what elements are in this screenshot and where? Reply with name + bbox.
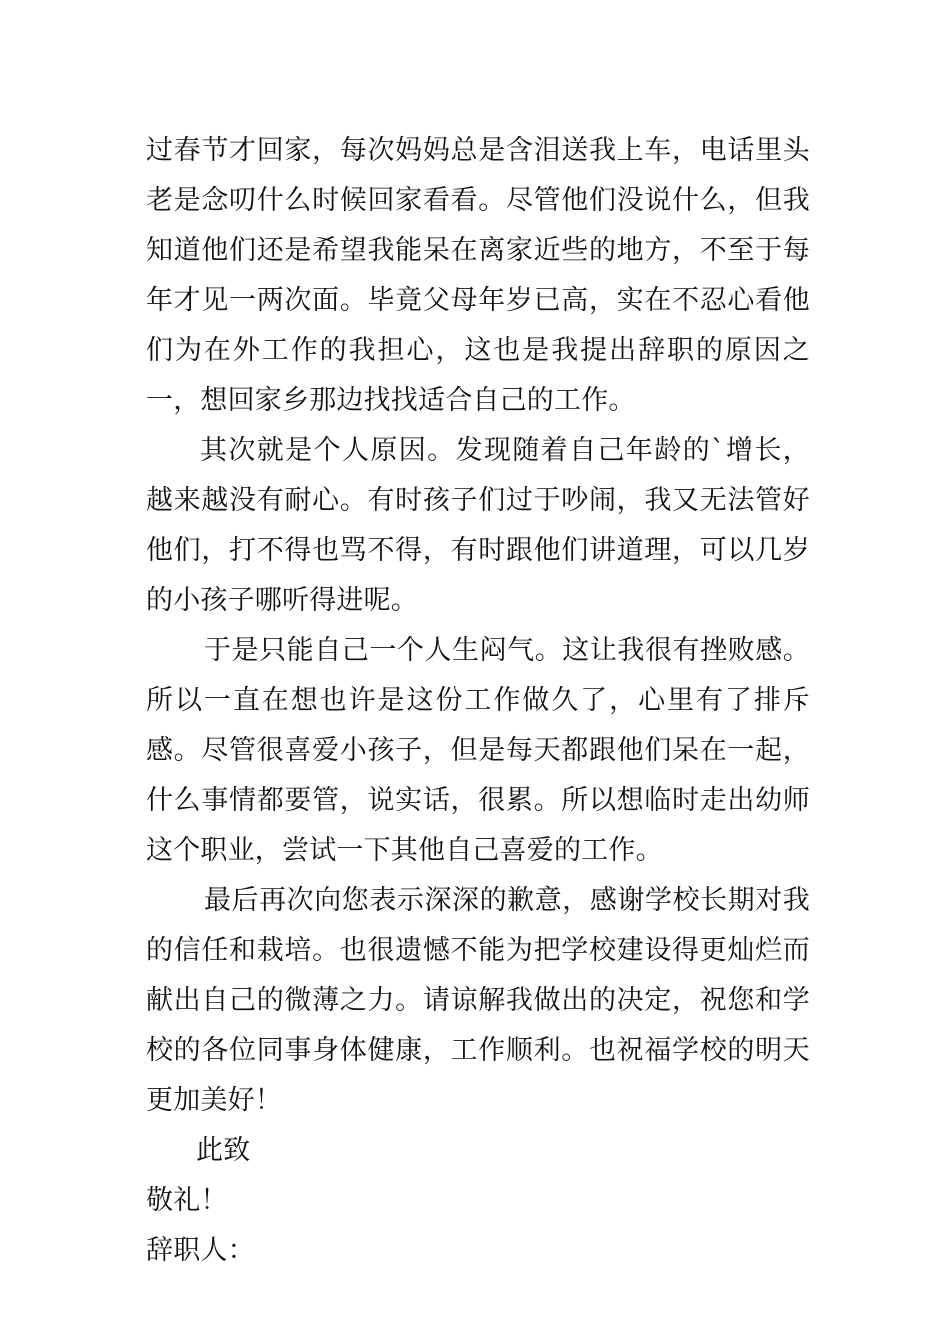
signature-label: 辞职人： [146, 1235, 255, 1266]
closing-text: 此致 [196, 1135, 251, 1166]
letter-body [146, 126, 810, 1276]
paragraph-frustration: 于是只能自己一个人生闷气。这让我很有挫败感。所以一直在想也许是这份工作做久了，心里有了排斥感。尽管很喜爱小孩子，但是每天都跟他们呆在一起，什么事情都要管，说实话，很累。所以想临时走出幼师这个职业，尝试一下其他自己喜爱的工作。 [146, 635, 810, 866]
salute-text: 敬礼！ [146, 1185, 228, 1216]
paragraph-apology: 最后再次向您表示深深的歉意，感谢学校长期对我的信任和栽培。也很遗憾不能为把学校建设得更灿烂而献出自己的微薄之力。请谅解我做出的决定，祝您和学校的各位同事身体健康，工作顺利。也祝福学校的明天更加美好！ [146, 885, 810, 1116]
paragraph-personal-reason: 其次就是个人原因。发现随着自己年龄的`增长，越来越没有耐心。有时孩子们过于吵闹，我又无法管好他们，打不得也骂不得，有时跟他们讲道理，可以几岁的小孩子哪听得进呢。 [146, 435, 810, 616]
paragraph-family-reason: 过春节才回家，每次妈妈总是含泪送我上车，电话里头老是念叨什么时候回家看看。尽管他们没说什么，但我知道他们还是希望我能呆在离家近些的地方，不至于每年才见一两次面。毕竟父母年岁已高，实在不忍心看他们为在外工作的我担心，这也是我提出辞职的原因之一，想回家乡那边找找适合自己的工作。 [146, 135, 810, 416]
